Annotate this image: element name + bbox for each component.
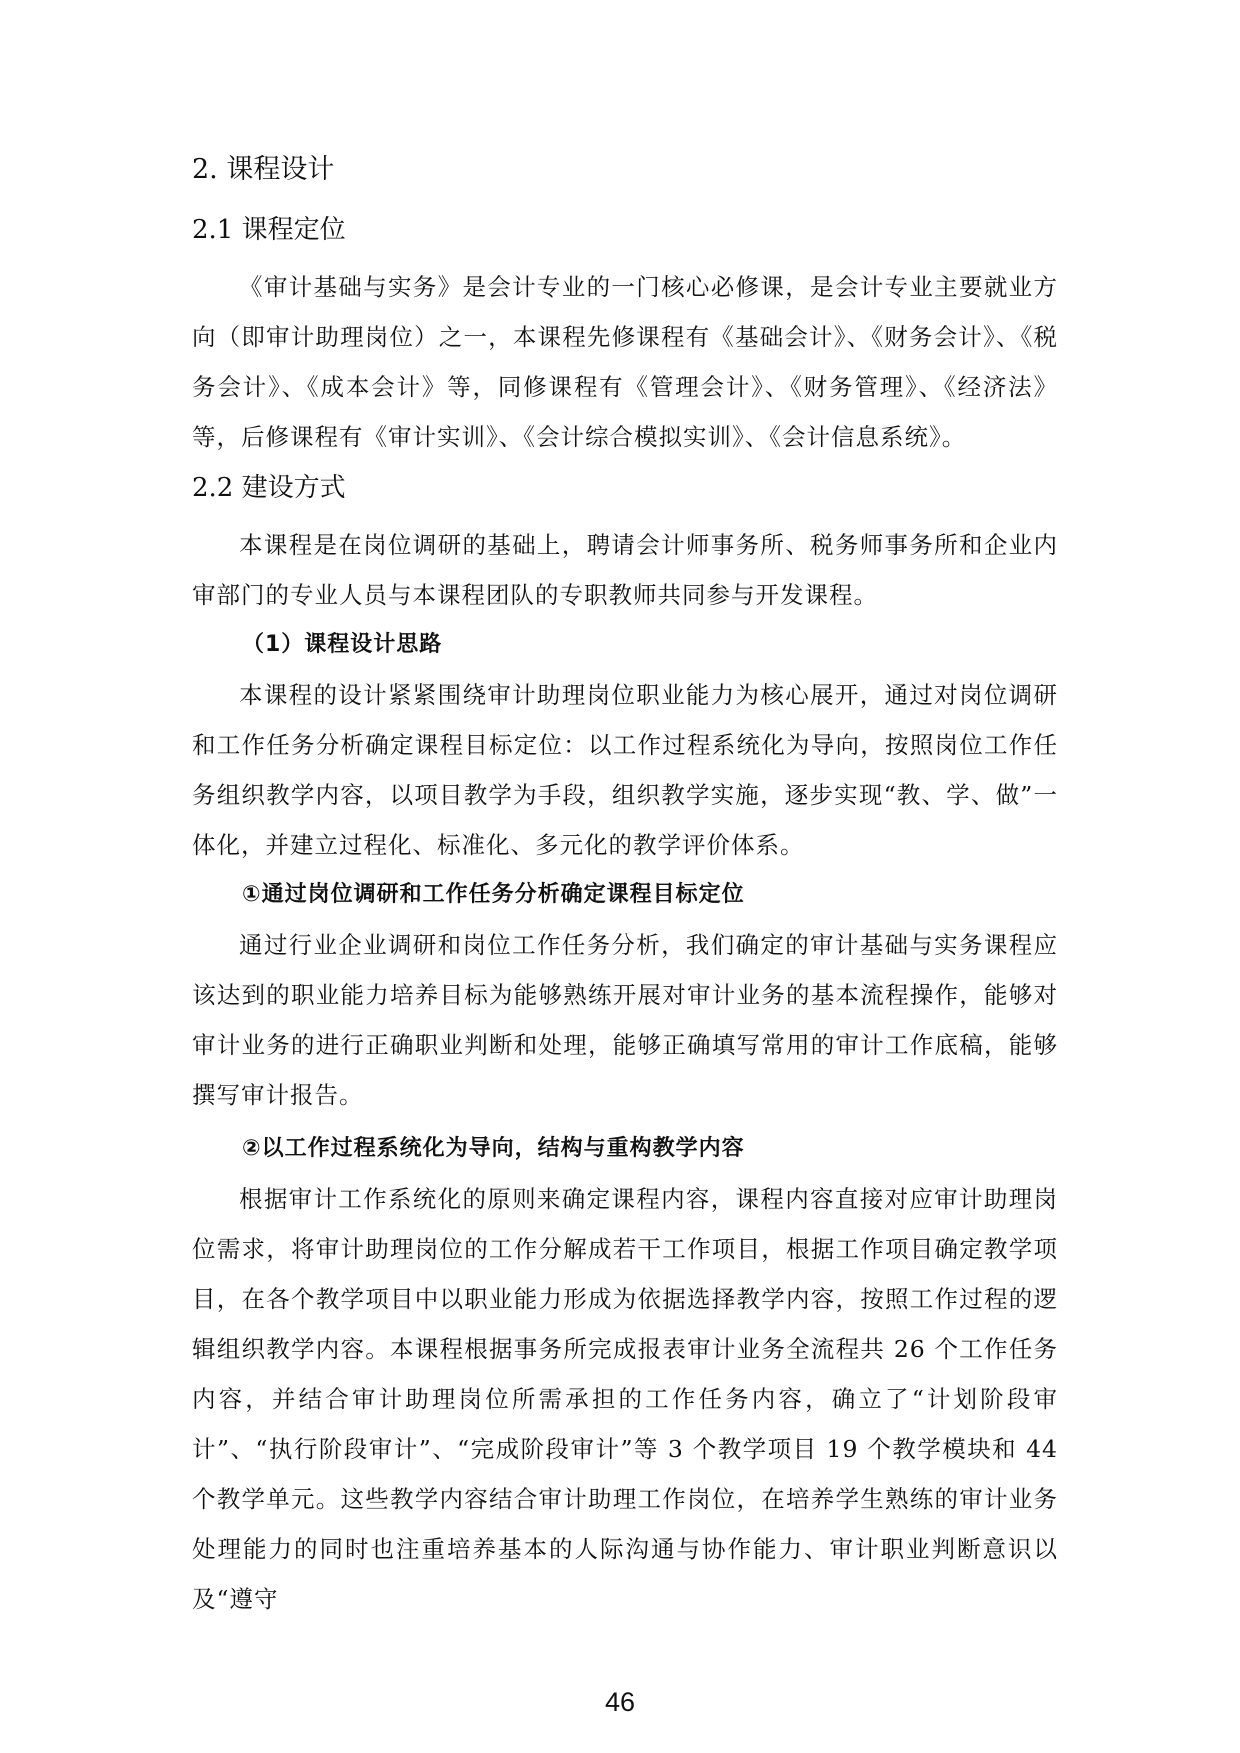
content-restructure-paragraph: 根据审计工作系统化的原则来确定课程内容，课程内容直接对应审计助理岗位需求，将审计助理岗位的工作分解成若干工作项目，根据工作项目确定教学项目，在各个教学项目中以职业能力形成为依据选择教学内容，按照工作过程的逻辑组织教学内容。本课程根据事务所完成报表审计业务全流程共 26 个工作任务内容，并结合审计助理岗位所需承担的工作任务内容，确立了“计划阶段审计”、“执行阶段审计”、“完成阶段审计”等 3 个教学项目 19 个教学模块和 44 个教学单元。这些教学内容结合审计助理工作岗位，在培养学生熟练的审计业务处理能力的同时也注重培养基本的人际沟通与协作能力、审计职业判断意识以及“遵守 bbox=[192, 1185, 1058, 1613]
page-content bbox=[192, 152, 1058, 1624]
subsection-title-construction-method: 2.2 建设方式 bbox=[192, 473, 346, 503]
subsection-title-course-positioning: 2.1 课程定位 bbox=[192, 215, 346, 245]
design-idea-heading: （1）课程设计思路 bbox=[242, 632, 443, 657]
design-idea-paragraph: 本课程的设计紧紧围绕审计助理岗位职业能力为核心展开，通过对岗位调研和工作任务分析确定课程目标定位：以工作过程系统化为导向，按照岗位工作任务组织教学内容，以项目教学为手段，组织教学实施，逐步实现“教、学、做”一体化，并建立过程化、标准化、多元化的教学评价体系。 bbox=[192, 681, 1058, 859]
course-positioning-paragraph: 《审计基础与实务》是会计专业的一门核心必修课，是会计专业主要就业方向（即审计助理岗位）之一，本课程先修课程有《基础会计》、《财务会计》、《税务会计》、《成本会计》等，同修课程有《管理会计》、《财务管理》、《经济法》等，后修课程有《审计实训》、《会计综合模拟实训》、《会计信息系统》。 bbox=[192, 273, 1058, 451]
page-number: 46 bbox=[604, 1687, 636, 1717]
content-restructure-heading: ②以工作过程系统化为导向，结构与重构教学内容 bbox=[242, 1136, 745, 1161]
goal-positioning-heading: ①通过岗位调研和工作任务分析确定课程目标定位 bbox=[242, 882, 745, 907]
section-title: 2. 课程设计 bbox=[192, 154, 335, 185]
construction-method-paragraph: 本课程是在岗位调研的基础上，聘请会计师事务所、税务师事务所和企业内审部门的专业人员与本课程团队的专职教师共同参与开发课程。 bbox=[192, 531, 1058, 609]
goal-positioning-paragraph: 通过行业企业调研和岗位工作任务分析，我们确定的审计基础与实务课程应该达到的职业能力培养目标为能够熟练开展对审计业务的基本流程操作，能够对审计业务的进行正确职业判断和处理，能够正确填写常用的审计工作底稿，能够撰写审计报告。 bbox=[192, 931, 1058, 1109]
